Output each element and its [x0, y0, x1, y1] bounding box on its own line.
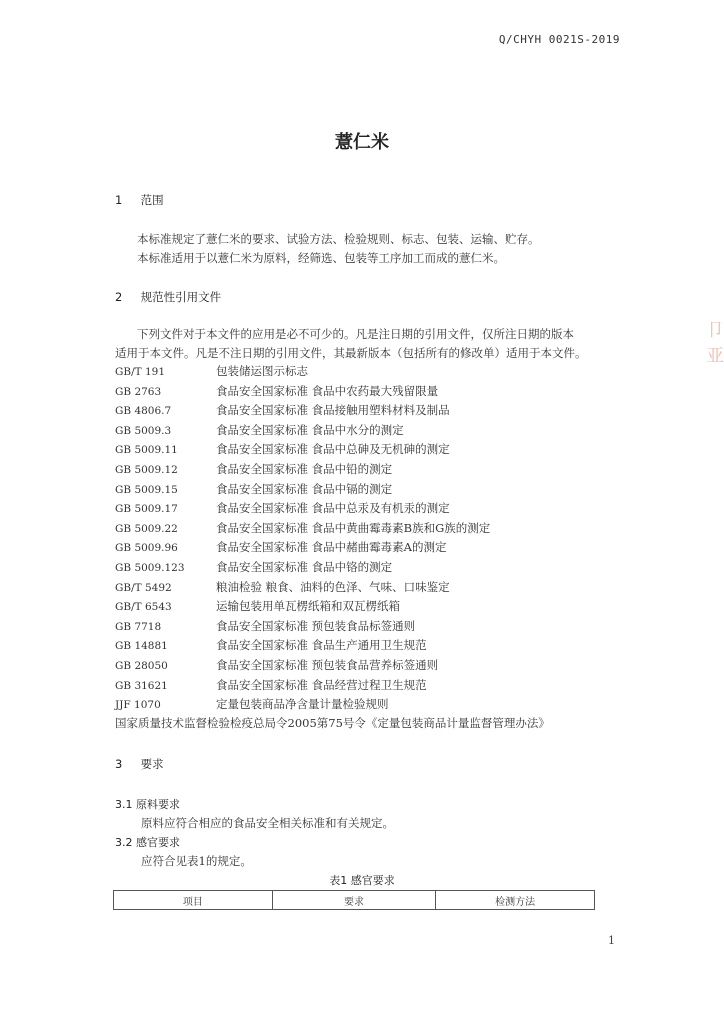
regulation-reference: 国家质量技术监督检验检疫总局令2005第75号令《定量包装商品计量监督管理办法》	[115, 716, 550, 730]
reference-name: 食品安全国家标准 食品接触用塑料材料及制品	[216, 403, 450, 418]
subsection-3-2-text: 应符合见表1的规定。	[141, 854, 252, 868]
document-title: 薏仁米	[335, 132, 389, 153]
section-number: 1	[115, 193, 123, 207]
reference-code: GB 28050	[115, 659, 168, 672]
reference-name: 包装储运图示标志	[216, 364, 308, 378]
edge-stamp-mark: 卩 亚	[706, 320, 724, 367]
reference-row	[115, 578, 605, 598]
reference-row	[115, 558, 605, 578]
reference-name: 粮油检验 粮食、油料的色泽、气味、口味鉴定	[216, 579, 450, 594]
paragraph-line: 适用于本文件。凡是不注日期的引用文件，其最新版本（包括所有的修改单）适用于本文件。	[115, 346, 587, 360]
subsection-title: 原料要求	[136, 798, 180, 811]
section-title: 要求	[140, 757, 164, 771]
reference-code: GB/T 5492	[115, 581, 172, 594]
table-header-cell: 要求	[272, 891, 436, 910]
section-1-body	[115, 230, 605, 268]
reference-row	[115, 421, 605, 441]
paragraph-line: 下列文件对于本文件的应用是必不可少的。凡是注日期的引用文件，仅所注日期的版本	[137, 327, 574, 341]
reference-code: GB 5009.12	[115, 463, 178, 476]
reference-name: 定量包装商品净含量计量检验规则	[216, 697, 389, 712]
reference-code: JJF 1070	[115, 699, 161, 712]
section-3-heading	[115, 756, 164, 772]
reference-name: 食品安全国家标准 食品中铬的测定	[216, 559, 393, 574]
reference-name: 食品安全国家标准 食品中铅的测定	[216, 461, 393, 476]
reference-name: 食品安全国家标准 食品中镉的测定	[216, 481, 393, 496]
table-header-cell: 项目	[114, 891, 273, 910]
reference-name: 食品安全国家标准 食品中赭曲霉毒素A的测定	[216, 540, 447, 555]
reference-list	[115, 362, 605, 715]
section-2-intro	[115, 325, 605, 363]
reference-row	[115, 617, 605, 637]
reference-name: 食品安全国家标准 预包装食品标签通则	[216, 618, 416, 633]
reference-code: GB 5009.11	[115, 444, 178, 457]
subsection-3-2-heading	[115, 834, 180, 850]
reference-name: 食品安全国家标准 食品中黄曲霉毒素B族和G族的测定	[216, 520, 491, 535]
section-title: 范围	[140, 193, 164, 207]
reference-code: GB 5009.96	[115, 542, 178, 555]
reference-name: 食品安全国家标准 食品生产通用卫生规范	[216, 638, 427, 653]
reference-code: GB 5009.123	[115, 561, 185, 574]
table-header-row	[114, 891, 595, 910]
standard-code: Q/CHYH 0021S-2019	[498, 33, 620, 46]
reference-row	[115, 382, 605, 402]
section-number: 3	[115, 757, 123, 771]
reference-row	[115, 460, 605, 480]
reference-row	[115, 695, 605, 715]
paragraph: 本标准适用于以薏仁米为原料，经筛选、包装等工序加工而成的薏仁米。	[137, 251, 505, 265]
section-number: 2	[115, 290, 123, 304]
reference-code: GB 5009.3	[115, 424, 172, 437]
reference-code: GB 5009.17	[115, 503, 178, 516]
reference-name: 食品安全国家标准 食品中总汞及有机汞的测定	[216, 501, 450, 516]
reference-code: GB 5009.15	[115, 483, 178, 496]
reference-code: GB 2763	[115, 385, 162, 398]
section-title: 规范性引用文件	[140, 290, 222, 304]
reference-code: GB 7718	[115, 620, 162, 633]
reference-code: GB 5009.22	[115, 522, 178, 535]
reference-name: 食品安全国家标准 预包装食品营养标签通则	[216, 657, 439, 672]
paragraph: 本标准规定了薏仁米的要求、试验方法、检验规则、标志、包装、运输、贮存。	[137, 232, 540, 246]
reference-row	[115, 362, 605, 382]
reference-code: GB/T 191	[115, 366, 166, 378]
reference-row	[115, 656, 605, 676]
subsection-3-1-heading	[115, 796, 180, 812]
reference-code: GB 4806.7	[115, 405, 172, 418]
reference-row	[115, 440, 605, 460]
reference-row	[115, 636, 605, 656]
subsection-number: 3.2	[115, 836, 133, 849]
reference-row	[115, 519, 605, 539]
reference-row	[115, 676, 605, 696]
reference-name: 食品安全国家标准 食品中总砷及无机砷的测定	[216, 442, 450, 457]
subsection-title: 感官要求	[136, 836, 180, 849]
reference-row	[115, 401, 605, 421]
section-2-heading	[115, 289, 221, 305]
reference-row	[115, 597, 605, 617]
reference-name: 运输包装用单瓦楞纸箱和双瓦楞纸箱	[216, 599, 400, 614]
reference-name: 食品安全国家标准 食品经营过程卫生规范	[216, 677, 427, 692]
reference-name: 食品安全国家标准 食品中水分的测定	[216, 422, 404, 437]
reference-code: GB/T 6543	[115, 601, 172, 614]
table-caption: 表1 感官要求	[329, 874, 395, 887]
reference-row	[115, 480, 605, 500]
subsection-number: 3.1	[115, 798, 133, 811]
reference-row	[115, 499, 605, 519]
sensory-requirements-table	[113, 890, 595, 910]
reference-row	[115, 538, 605, 558]
section-1-heading	[115, 192, 164, 208]
reference-code: GB 14881	[115, 640, 168, 653]
reference-code: GB 31621	[115, 679, 168, 692]
table-header-cell: 检测方法	[436, 891, 595, 910]
reference-name: 食品安全国家标准 食品中农药最大残留限量	[216, 383, 439, 398]
subsection-3-1-text: 原料应符合相应的食品安全相关标准和有关规定。	[141, 816, 394, 830]
page-number: 1	[608, 934, 615, 947]
